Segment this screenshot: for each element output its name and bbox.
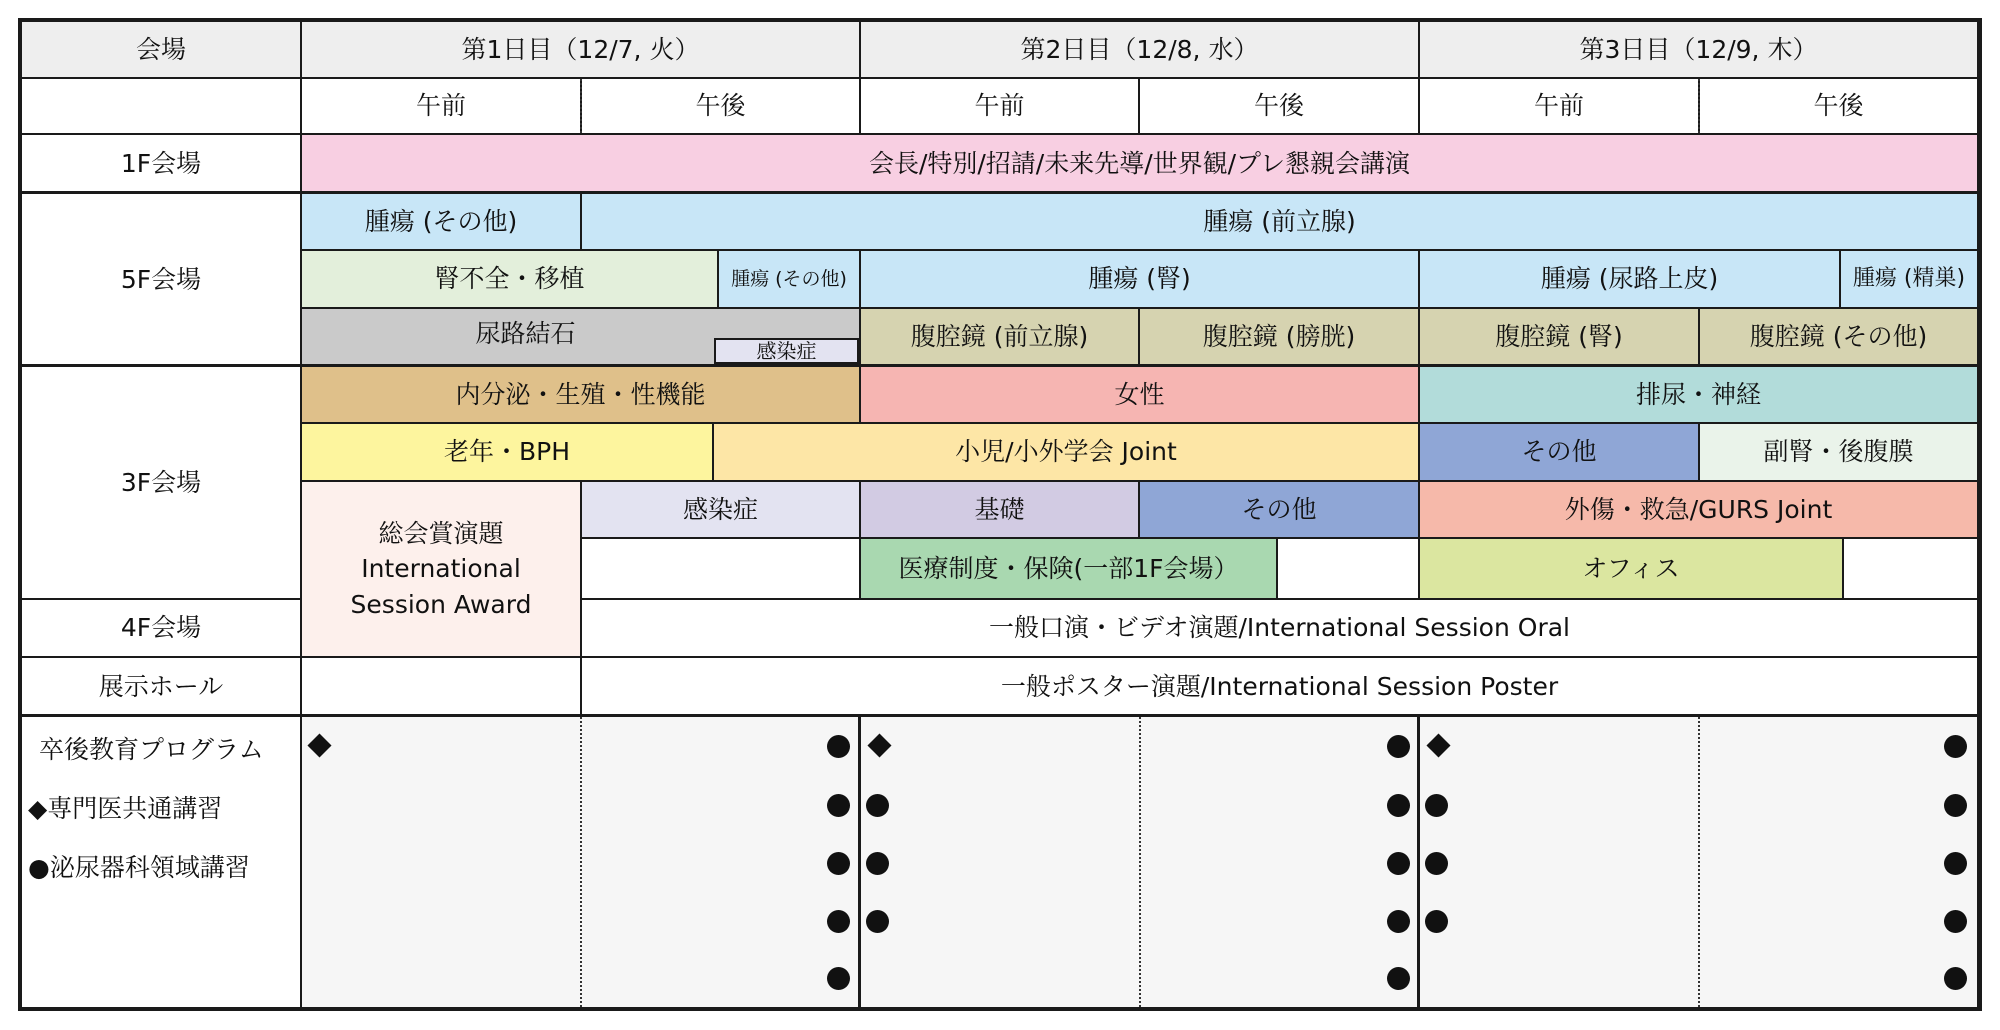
edu-divider-d3 [1698,717,1700,1007]
header-divider-d1 [580,79,582,133]
session-infection: 感染症 [580,480,861,539]
day1-pm: 午後 [580,77,861,135]
room-separator [20,191,1980,194]
session-lap-kidney: 腹腔鏡 (腎) [1418,307,1700,367]
session-adrenal: 副腎・後腹膜 [1698,422,1979,482]
session-tumor-urothelial: 腫瘍 (尿路上皮) [1418,249,1841,309]
session-lap-prostate: 腹腔鏡 (前立腺) [859,307,1140,367]
education-legend-common: ◆専門医共通講習 [28,794,223,823]
session-award: 総会賞演題 International Session Award [300,480,582,658]
circle-marker [1387,852,1410,875]
session-other-1: その他 [1418,422,1700,482]
venue-subheader [20,77,302,135]
circle-marker [1944,910,1967,933]
day2-pm: 午後 [1138,77,1420,135]
day2-header: 第2日目（12/8, 水） [859,20,1420,79]
circle-marker [827,794,850,817]
day3-am: 午前 [1418,77,1700,135]
day1-am: 午前 [300,77,582,135]
day3-header: 第3日目（12/9, 木） [1418,20,1979,79]
session-tumor-prostate: 腫瘍 (前立腺) [580,192,1979,251]
room-separator [20,714,1980,717]
circle-marker [827,852,850,875]
day1-header: 第1日目（12/7, 火） [300,20,861,79]
session-tumor-other: 腫瘍 (その他) [300,192,582,251]
venue-header: 会場 [20,20,302,79]
room-4f: 4F会場 [20,598,302,658]
session-tumor-other-small: 腫瘍 (その他) [717,249,861,309]
session-basic: 基礎 [859,480,1140,539]
session-endocrine: 内分泌・生殖・性機能 [300,365,861,424]
slot-empty-hall-d1am [300,656,582,717]
circle-marker [1944,794,1967,817]
session-stone-label: 尿路結石 [475,319,576,348]
slot-empty-d1pm-r4 [580,537,861,600]
circle-marker [1944,967,1967,990]
room-3f: 3F会場 [20,365,302,600]
day2-am: 午前 [859,77,1140,135]
circle-marker [1387,794,1410,817]
room-exhibit-hall: 展示ホール [20,656,302,717]
session-tumor-kidney: 腫瘍 (腎) [859,249,1420,309]
slot-empty-d3pm-r4 [1842,537,1979,600]
session-other-2: その他 [1138,480,1420,539]
session-office: オフィス [1418,537,1844,600]
session-lap-bladder: 腹腔鏡 (膀胱) [1138,307,1420,367]
edu-divider-d1 [580,717,582,1007]
session-elderly: 老年・BPH [300,422,714,482]
session-poster: 一般ポスター演題/International Session Poster [580,656,1979,717]
education-legend-urology: ●泌尿器科領域講習 [28,853,250,882]
session-f1-main: 会長/特別/招請/未来先導/世界観/プレ懇親会講演 [300,133,1979,194]
circle-marker [1387,967,1410,990]
day3-pm: 午後 [1698,77,1979,135]
session-voiding: 排尿・神経 [1418,365,1979,424]
session-infection-small: 感染症 [714,338,859,364]
room-1f: 1F会場 [20,133,302,194]
circle-marker [1425,910,1448,933]
session-oral: 一般口演・ビデオ演題/International Session Oral [580,598,1979,658]
circle-marker [1425,852,1448,875]
session-medical-system: 医療制度・保険(一部1F会場） [859,537,1278,600]
circle-marker [1944,735,1967,758]
circle-marker [1425,794,1448,817]
circle-marker [827,910,850,933]
circle-marker [866,794,889,817]
session-lap-other: 腹腔鏡 (その他) [1698,307,1979,367]
room-separator [20,364,1980,367]
circle-marker [1387,735,1410,758]
education-title: 卒後教育プログラム [39,735,264,764]
circle-marker [827,735,850,758]
room-5f: 5F会場 [20,192,302,367]
session-trauma: 外傷・救急/GURS Joint [1418,480,1979,539]
session-renal-failure: 腎不全・移植 [300,249,719,309]
circle-marker [866,852,889,875]
session-female: 女性 [859,365,1420,424]
edu-divider-day12 [858,717,861,1007]
slot-empty-d2pm-r4 [1276,537,1420,600]
circle-marker [1387,910,1410,933]
edu-divider-d2 [1139,717,1141,1007]
session-pediatric: 小児/小外学会 Joint [712,422,1420,482]
edu-divider-day23 [1417,717,1420,1007]
circle-marker [1944,852,1967,875]
header-divider-d3 [1698,79,1700,133]
circle-marker [827,967,850,990]
session-tumor-testis: 腫瘍 (精巣) [1839,249,1979,309]
circle-marker [866,910,889,933]
